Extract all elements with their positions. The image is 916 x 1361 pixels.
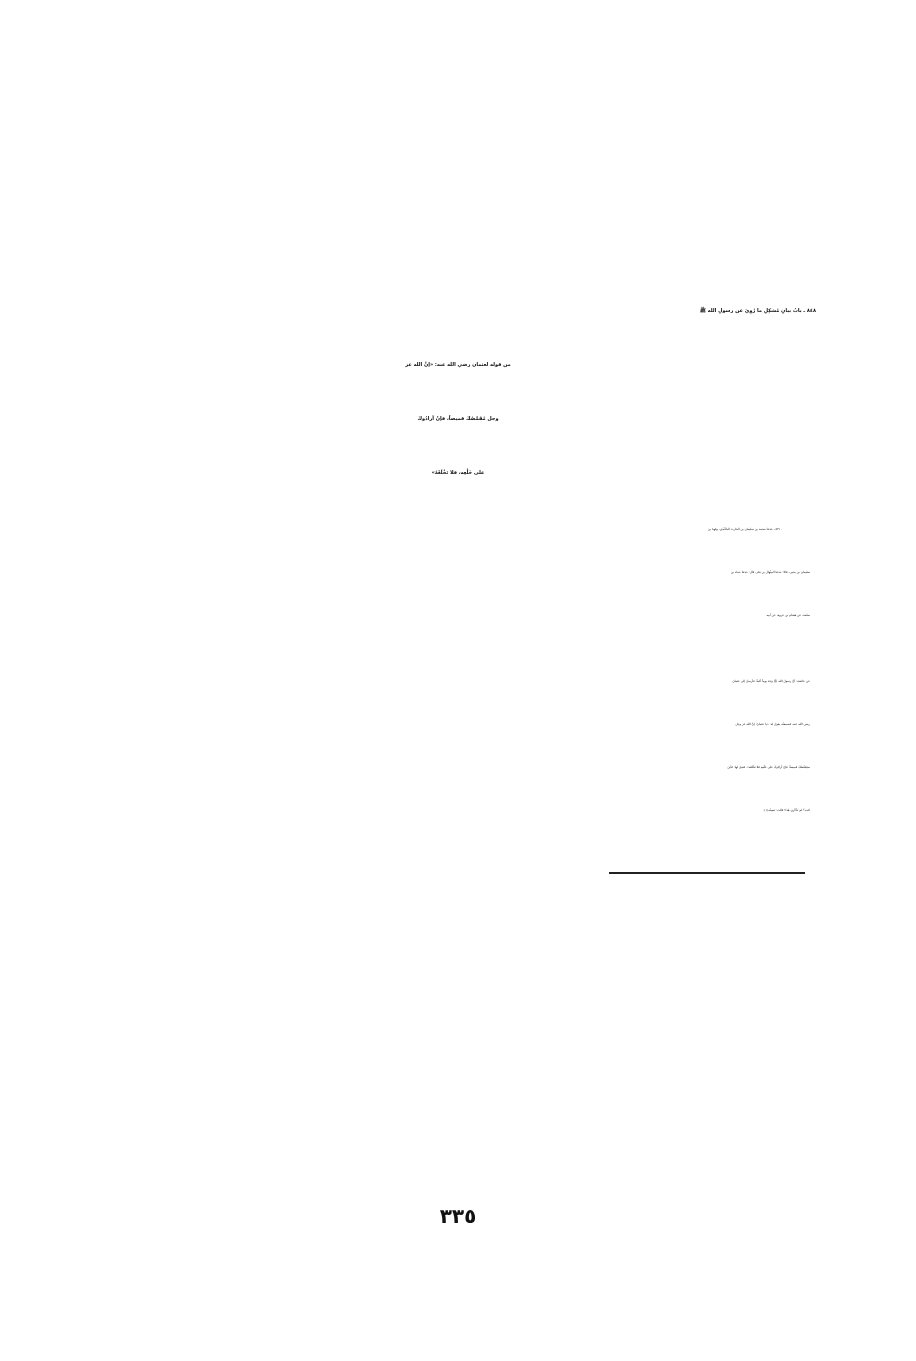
text-line: كنتِ؟ لم تَذْكُرِي هٰذا! قالت: نَسِيتُه(١). [763,808,810,812]
chapter-heading-line-2: من قوله لعثمان رضي الله عنه: «إنَّ الله عز [405,362,511,368]
footnote-paragraph-2 [106,1016,810,1092]
page-number: ٣٣٥ [439,1204,477,1228]
footnote-line [106,1054,810,1092]
text-line: سلمة، عن هشام بن عروة، عن أبيه [766,613,810,617]
hadith-isnad-paragraph [106,508,810,637]
footnote-line [106,960,810,998]
text-line: ٥٣١٠ ـ حدثنا محمد بن سليمان بن الحارث الباغَنْدِي، وفهدُ بن [707,527,782,531]
hadith-matn-paragraph [106,660,810,832]
text-line: رضي الله عنه، فسمعتُه يقول له: «يا عثمانُ: إنَّ الله عز وجل [735,722,810,726]
footnote-line [106,1016,810,1054]
footnote-separator [609,872,805,874]
footnote-line [106,1148,810,1186]
footnote-line [106,922,810,960]
text-line: سليمان بن يحيى، قالا: حدثنا المِنْهال بن بَحْر، قال: حدثنا حماد بن [730,570,810,574]
text-line: عن عائشة: أنَّ رسولَ الله ﷺ وَجَدَ يوماً ألماً، فأرسلَ إلى عثمانَ [732,679,810,683]
chapter-heading [100,284,816,500]
footnote-1 [106,884,810,998]
chapter-heading-line-3: وجل مُقَمِّصُكَ قميصاً، فإنْ أرادُوكَ [417,416,499,422]
footnote-paragraph-3 [106,1110,810,1186]
text-line: سيُقَمِّصُكَ قميصاً، فإنْ أرادُوكَ على خَلْعِهِ فلا تَخْلَعْه». فقيل لها: فأينَ [727,765,810,769]
footnote-line [106,1110,810,1148]
chapter-heading-line-1: ٨٤٨ ـ بابُ بيانِ مُشكِلِ ما رُوِيَ عن رسولِ الله ﷺ [699,308,816,314]
chapter-heading-line-4: على خَلْعِه، فلا تَخْلَعْهُ» [431,470,485,476]
footnote-line [106,884,810,922]
